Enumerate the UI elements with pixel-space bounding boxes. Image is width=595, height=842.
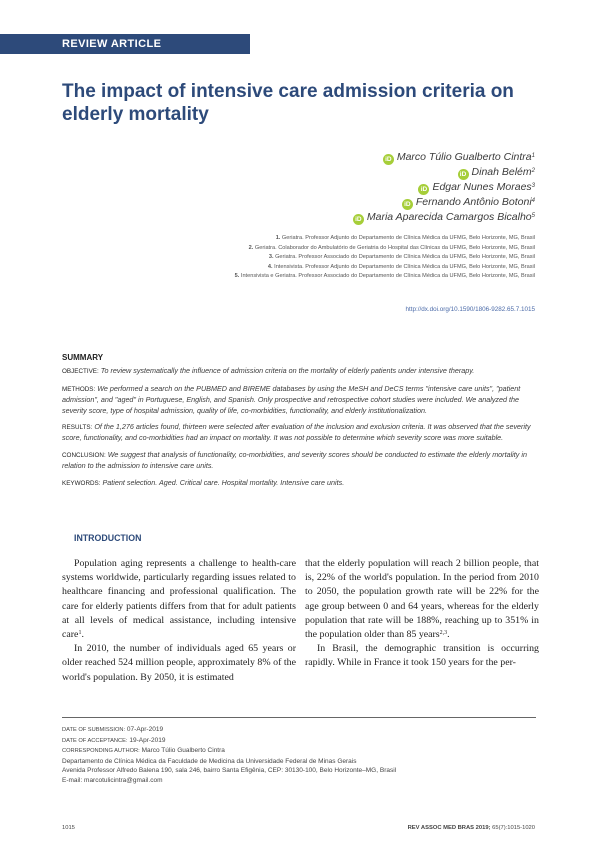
author-entry <box>353 150 535 165</box>
article-metadata-box <box>62 717 536 785</box>
address-line: Avenida Professor Alfredo Balena 190, sala 246, bairro Santa Efigênia, CEP: 30130-100, Belo Horizonte–MG, Brasil <box>62 767 397 774</box>
author-entry <box>353 210 535 225</box>
author-affiliation-number: 2 <box>531 168 535 174</box>
affiliation-item <box>235 244 535 254</box>
summary-heading: SUMMARY <box>62 353 104 362</box>
acceptance-label: DATE OF ACCEPTANCE: <box>62 737 128 744</box>
orcid-icon[interactable]: iD <box>353 214 364 225</box>
author-affiliation-number: 3 <box>531 183 535 189</box>
body-column-right <box>305 557 539 671</box>
body-paragraph: In Brasil, the demographic transition is occurring rapidly. While in France it took 150 years for the per- <box>305 643 539 669</box>
acceptance-value: 19-Apr-2019 <box>129 736 166 744</box>
orcid-icon[interactable]: iD <box>383 154 394 165</box>
author-name: Maria Aparecida Camargos Bicalho <box>366 211 532 223</box>
affiliation-number: 2. <box>248 244 254 251</box>
summary-keywords <box>62 478 536 489</box>
body-paragraph <box>305 557 539 642</box>
affiliation-text: Geriatra. Professor Associado do Departamento de Clínica Médica da UFMG, Belo Horizonte, MG, Brasil <box>275 254 535 260</box>
author-affiliation-number: 5 <box>531 213 535 219</box>
body-column-left <box>62 557 296 685</box>
article-title: The impact of intensive care admission criteria on elderly mortality <box>62 81 514 125</box>
corresponding-author <box>62 746 536 757</box>
corresponding-label: CORRESPONDING AUTHOR: <box>62 748 140 754</box>
body-paragraph: In 2010, the number of individuals aged 65 years or older reached 524 million people, approximately 8% of the world's population. By 2050, it is estimated <box>62 643 296 683</box>
affiliation-item <box>235 234 535 244</box>
affiliation-item <box>235 263 535 273</box>
author-name: Marco Túlio Gualberto Cintra <box>396 151 532 163</box>
author-name: Edgar Nunes Moraes <box>432 181 532 193</box>
objective-label: OBJECTIVE: <box>62 368 99 376</box>
summary-section <box>62 353 536 495</box>
results-label: RESULTS: <box>62 424 93 432</box>
orcid-icon[interactable]: iD <box>458 169 469 180</box>
author-list <box>353 150 535 225</box>
author-entry <box>353 165 535 180</box>
paragraph-end: . <box>81 629 84 641</box>
introduction-heading: INTRODUCTION <box>74 533 142 543</box>
paragraph-end: . <box>447 629 450 641</box>
results-text: Of the 1,276 articles found, thirteen were selected after evaluation of the inclusion and exclusion criteria. It was observed that the severity score, functionality, and co-morbidities had an impact on mortality. It was not possible to determine which severity score was more suitable. <box>62 422 531 443</box>
doi-link[interactable]: http://dx.doi.org/10.1590/1806-9282.65.7.1015 <box>405 306 535 313</box>
conclusion-label: CONCLUSION: <box>62 451 106 459</box>
keywords-label: KEYWORDS: <box>62 479 101 487</box>
author-name: Dinah Belém <box>471 166 532 178</box>
affiliation-number: 3. <box>268 254 274 260</box>
journal-name: REV ASSOC MED BRAS 2019; <box>407 825 491 831</box>
summary-methods <box>62 384 536 416</box>
article-type-banner: REVIEW ARTICLE <box>0 34 250 54</box>
summary-results <box>62 422 536 444</box>
paragraph-text: Population aging represents a challenge to health-care systems worldwide, particularly regarding issues related to healthcare financing and professional qualification. The care for elderly patients differs from that for adult patients at all levels of medical assistance, including intensive care <box>62 558 296 641</box>
submission-date <box>62 725 536 736</box>
body-paragraph <box>62 557 296 642</box>
author-affiliation-number: 4 <box>531 198 535 204</box>
page-number: 1015 <box>62 825 75 831</box>
submission-label: DATE OF SUBMISSION: <box>62 727 126 733</box>
address-line: Departamento de Clínica Médica da Faculdade de Medicina da Universidade Federal de Minas Gerais <box>62 757 357 765</box>
keywords-text: Patient selection. Aged. Critical care. Hospital mortality. Intensive care units. <box>102 477 345 487</box>
citation-ref: 1 <box>78 630 82 637</box>
email-line: E-mail: marcotulicintra@gmail.com <box>62 776 163 784</box>
orcid-icon[interactable]: iD <box>418 184 429 195</box>
methods-label: METHODS: <box>62 385 96 393</box>
corresponding-value: Marco Túlio Gualberto Cintra <box>141 747 225 754</box>
author-entry <box>353 195 535 210</box>
acceptance-date <box>62 736 536 747</box>
summary-conclusion <box>62 450 536 472</box>
volume-pages: 65(7):1015-1020 <box>492 825 535 831</box>
objective-text: To review systematically the influence of admission criteria on the mortality of elderly patients under intensive therapy. <box>100 366 475 376</box>
affiliation-text: Intensivista e Geriatra. Professor Associado do Departamento de Clínica Médica da UFMG, Belo Horizonte, MG, Brasil <box>240 273 535 279</box>
orcid-icon[interactable]: iD <box>402 199 413 210</box>
affiliation-list <box>235 234 535 282</box>
paragraph-text: that the elderly population will reach 2 billion people, that is, 22% of the world's population. In the period from 2010 to 2050, the population growth rate will be 22% for the age group between 0 and 64 years, whereas for the elderly population that rate will be 188%, reaching up to 351% in the population older than 85 years <box>305 558 539 641</box>
citation-ref: 2,3 <box>439 630 448 637</box>
author-affiliation-number: 1 <box>531 153 535 159</box>
journal-citation <box>408 825 535 831</box>
submission-value: 07-Apr-2019 <box>126 726 164 733</box>
affiliation-item <box>235 272 535 282</box>
methods-text: We performed a search on the PUBMED and BIREME databases by using the MeSH and DeCS terms "intensive care units", "patient admission", and "aged" in Portuguese, English, and Spanish. Only prospective and retrospective cohort studies were included. We analyzed the severity score, type of hospital admission, quality of life, co-morbidities, functionality, and elderly institutionalization. <box>62 383 521 415</box>
conclusion-text: We suggest that analysis of functionality, co-morbidities, and severity scores should be conducted to estimate the elderly mortality in relation to the admission to intensive care units. <box>62 449 527 471</box>
affiliation-text: Intensivista. Professor Adjunto do Departamento de Clínica Médica da UFMG, Belo Horizonte, MG, Brasil <box>274 263 535 270</box>
summary-objective <box>62 366 536 377</box>
affiliation-number: 5. <box>234 273 240 279</box>
affiliation-number: 1. <box>275 235 281 241</box>
affiliation-text: Geriatra. Professor Adjunto do Departamento de Clínica Médica da UFMG, Belo Horizonte, MG, Brasil <box>281 235 535 241</box>
affiliation-number: 4. <box>267 263 273 270</box>
affiliation-text: Geriatra. Colaborador do Ambulatório de Geriatria do Hospital das Clínicas da UFMG, Belo Horizonte, MG, Brasil <box>254 244 535 251</box>
author-name: Fernando Antônio Botoni <box>415 196 532 208</box>
affiliation-item <box>235 253 535 263</box>
author-entry <box>353 180 535 195</box>
